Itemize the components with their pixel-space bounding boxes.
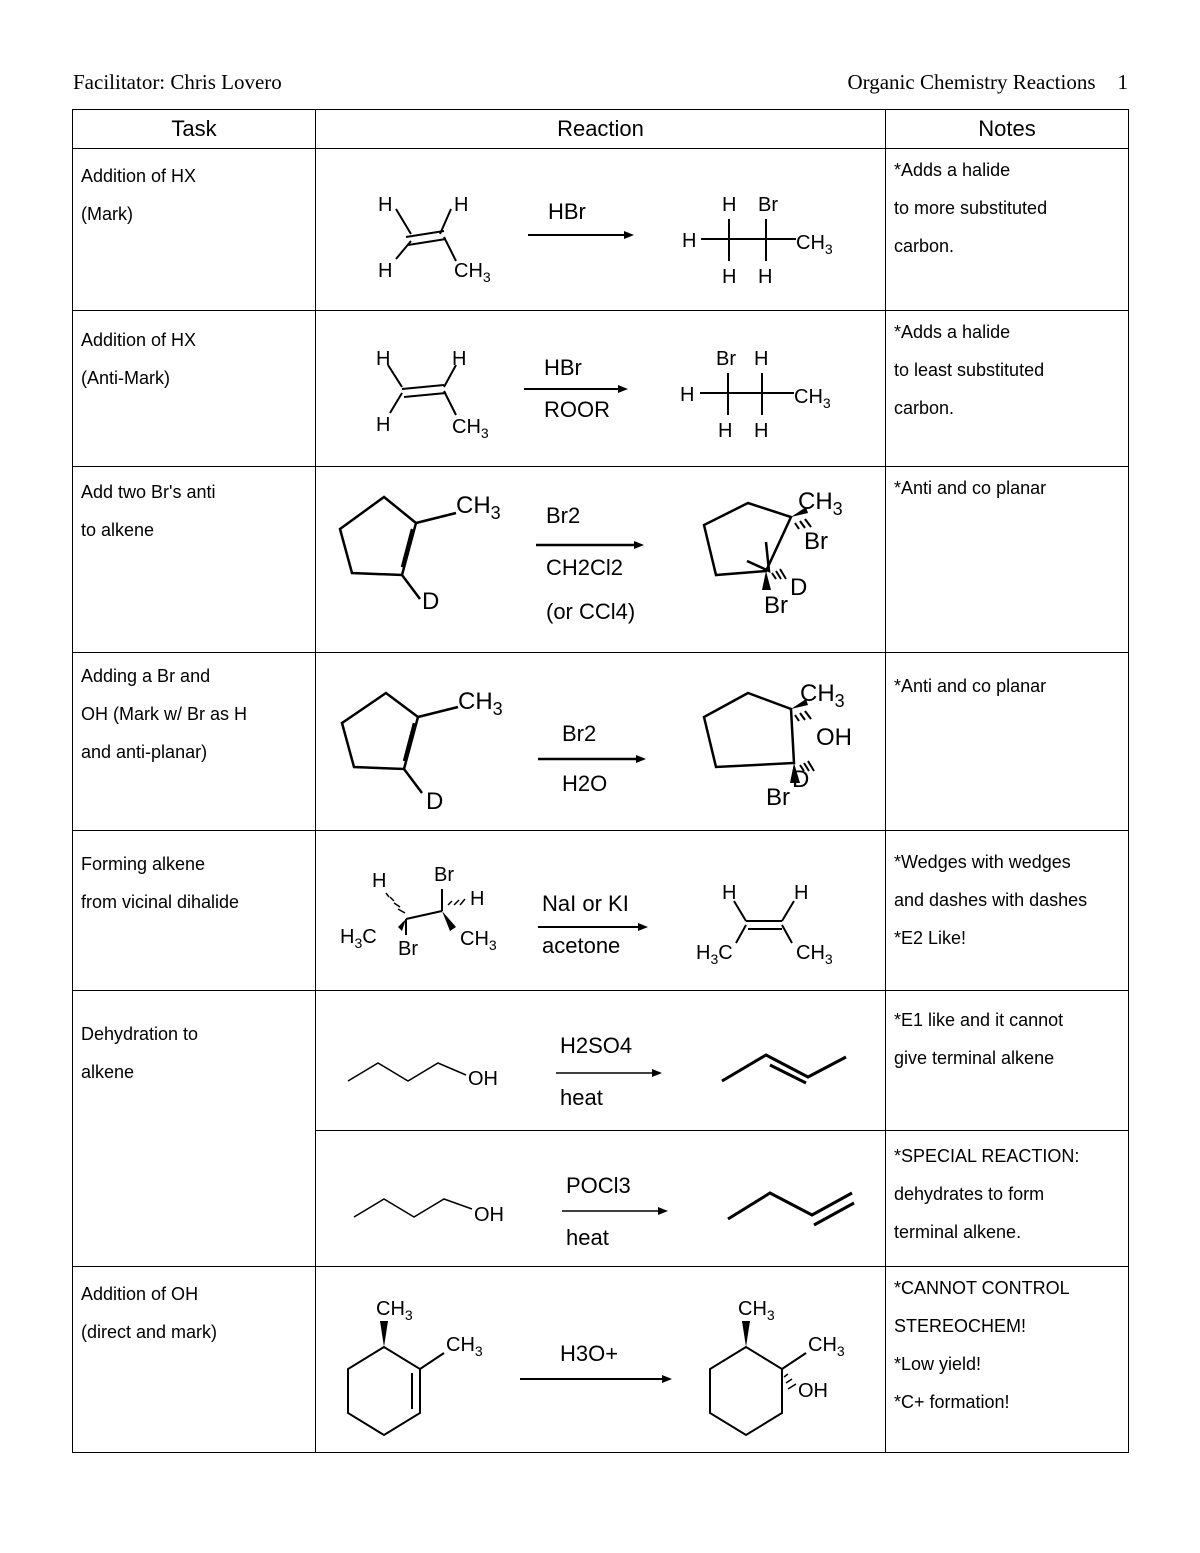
atom-h: H xyxy=(794,882,809,904)
note-line: *Adds a halide xyxy=(894,322,1011,342)
reagent-label: heat xyxy=(566,1225,609,1250)
atom-oh: OH xyxy=(474,1204,504,1226)
reaction-cell xyxy=(316,831,886,991)
task-cell xyxy=(73,311,316,467)
note-line: *C+ formation! xyxy=(894,1392,1010,1412)
note-line: *E1 like and it cannot xyxy=(894,1010,1064,1030)
notes-cell xyxy=(886,149,1129,311)
task-line: (Anti-Mark) xyxy=(81,368,170,388)
atom-h: H xyxy=(378,260,393,282)
reaction-scheme-mark-hx xyxy=(316,149,886,309)
atom-h: H xyxy=(758,266,773,288)
reagent-label: POCl3 xyxy=(566,1173,631,1198)
atom-h: H xyxy=(682,230,697,252)
atom-d: D xyxy=(790,574,808,601)
atom-ch3: $CH_3$ xyxy=(808,1334,845,1359)
reagent-label: H3O+ xyxy=(560,1341,619,1366)
reaction-cell xyxy=(316,1131,886,1267)
reagent-label: Br2 xyxy=(546,503,581,528)
task-cell xyxy=(73,991,316,1267)
atom-ch3: $CH_3$ xyxy=(376,1298,413,1323)
atom-ch3: $CH_3$ xyxy=(454,260,491,285)
column-header-task: Task xyxy=(73,110,316,149)
atom-d: D xyxy=(792,766,810,793)
reaction-cell xyxy=(316,991,886,1131)
atom-ch3: $CH_3$ xyxy=(800,680,845,711)
note-line: *Anti and co planar xyxy=(894,676,1047,696)
reagent-label: NaI or KI xyxy=(542,891,629,916)
reagent-label: H2O xyxy=(562,771,608,796)
atom-ch3: $CH_3$ xyxy=(456,492,501,523)
notes-cell xyxy=(886,831,1129,991)
note-line: terminal alkene. xyxy=(894,1222,1022,1242)
atom-h: H xyxy=(680,384,695,406)
atom-h: H xyxy=(452,348,467,370)
note-line: *Wedges with wedges xyxy=(894,852,1071,872)
atom-h: H xyxy=(722,194,737,216)
table-row xyxy=(73,991,1129,1131)
note-line: carbon. xyxy=(894,236,955,256)
reagent-label: HBr xyxy=(544,355,582,380)
reaction-cell xyxy=(316,1267,886,1453)
atom-h: H xyxy=(470,888,485,910)
table-header-row xyxy=(73,110,1129,149)
atom-ch3: $CH_3$ xyxy=(738,1298,775,1323)
atom-oh: OH xyxy=(816,724,852,751)
atom-oh: OH xyxy=(798,1380,828,1402)
atom-ch3: $CH_3$ xyxy=(796,942,833,967)
notes-cell xyxy=(886,467,1129,653)
task-line: Adding a Br and xyxy=(81,666,211,686)
atom-h: H xyxy=(722,882,737,904)
notes-cell xyxy=(886,311,1129,467)
atom-d: D xyxy=(426,788,444,815)
task-line: alkene xyxy=(81,1062,135,1082)
note-line: *CANNOT CONTROL xyxy=(894,1278,1070,1298)
atom-br: Br xyxy=(804,528,828,555)
atom-br: Br xyxy=(758,194,778,216)
task-line: Addition of HX xyxy=(81,330,197,350)
atom-h: H xyxy=(378,194,393,216)
atom-br: Br xyxy=(766,784,790,811)
atom-d: D xyxy=(422,588,440,615)
note-line: *Low yield! xyxy=(894,1354,982,1374)
task-cell xyxy=(73,1267,316,1453)
atom-br: Br xyxy=(434,864,454,886)
reagent-label: CH2Cl2 xyxy=(546,555,624,580)
task-line: Dehydration to xyxy=(81,1024,199,1044)
reaction-scheme-acid-hydration xyxy=(316,1267,886,1451)
atom-h: H xyxy=(754,348,769,370)
atom-br: Br xyxy=(764,592,788,619)
reagent-label: (or CCl4) xyxy=(546,599,636,624)
atom-ch3: $CH_3$ xyxy=(446,1334,483,1359)
note-line: give terminal alkene xyxy=(894,1048,1055,1068)
reaction-scheme-acid-dehydration xyxy=(316,991,886,1129)
note-line: and dashes with dashes xyxy=(894,890,1088,910)
note-line: dehydrates to form xyxy=(894,1184,1045,1204)
table-row xyxy=(73,467,1129,653)
page-number: 1 xyxy=(1117,70,1128,94)
atom-ch3: $CH_3$ xyxy=(458,688,503,719)
task-line: to alkene xyxy=(81,520,155,540)
task-line: Addition of HX xyxy=(81,166,197,186)
column-header-reaction: Reaction xyxy=(316,110,886,149)
task-line: Addition of OH xyxy=(81,1284,199,1304)
reaction-scheme-dehalogenation xyxy=(316,831,886,989)
reactions-table xyxy=(72,109,1129,1453)
reaction-scheme-bromohydrin xyxy=(316,653,886,829)
atom-br: Br xyxy=(398,938,418,960)
reaction-scheme-anti-dibromination xyxy=(316,467,886,651)
atom-ch3: $CH_3$ xyxy=(796,232,833,257)
notes-cell xyxy=(886,1131,1129,1267)
header-facilitator: Facilitator: Chris Lovero xyxy=(73,70,282,94)
atom-ch3: $CH_3$ xyxy=(794,386,831,411)
reagent-label: H2SO4 xyxy=(560,1033,633,1058)
reaction-scheme-pocl3-dehydration xyxy=(316,1131,886,1265)
atom-oh: OH xyxy=(468,1068,498,1090)
note-line: *SPECIAL REACTION: xyxy=(894,1146,1080,1166)
task-cell xyxy=(73,831,316,991)
reaction-cell xyxy=(316,653,886,831)
atom-h3c: $H_3C$ xyxy=(696,942,733,967)
note-line: to least substituted xyxy=(894,360,1045,380)
notes-cell xyxy=(886,991,1129,1131)
note-line: *Adds a halide xyxy=(894,160,1011,180)
task-line: Add two Br's anti xyxy=(81,482,216,502)
atom-h: H xyxy=(454,194,469,216)
table-row xyxy=(73,653,1129,831)
task-cell xyxy=(73,149,316,311)
atom-h: H xyxy=(754,420,769,442)
note-line: carbon. xyxy=(894,398,955,418)
reaction-scheme-anti-mark-hx xyxy=(316,311,886,465)
task-line: and anti-planar) xyxy=(81,742,208,762)
task-line: OH (Mark w/ Br as H xyxy=(81,704,248,724)
task-cell xyxy=(73,653,316,831)
task-line: (direct and mark) xyxy=(81,1322,218,1342)
task-line: Forming alkene xyxy=(81,854,206,874)
header-course: Organic Chemistry Reactions xyxy=(847,70,1096,94)
task-line: from vicinal dihalide xyxy=(81,892,240,912)
atom-h: H xyxy=(718,420,733,442)
table-row xyxy=(73,1267,1129,1453)
note-line: *Anti and co planar xyxy=(894,478,1047,498)
atom-h: H xyxy=(376,348,391,370)
reagent-label: ROOR xyxy=(544,397,610,422)
table-row xyxy=(73,831,1129,991)
atom-br: Br xyxy=(716,348,736,370)
reagent-label: Br2 xyxy=(562,721,597,746)
atom-ch3: $CH_3$ xyxy=(798,488,843,519)
atom-h: H xyxy=(722,266,737,288)
notes-cell xyxy=(886,653,1129,831)
reagent-label: HBr xyxy=(548,199,586,224)
atom-ch3: $CH_3$ xyxy=(452,416,489,441)
note-line: STEREOCHEM! xyxy=(894,1316,1027,1336)
header-title xyxy=(847,70,1128,95)
reagent-label: heat xyxy=(560,1085,603,1110)
task-line: (Mark) xyxy=(81,204,133,224)
note-line: *E2 Like! xyxy=(894,928,967,948)
table-row xyxy=(73,311,1129,467)
reaction-cell xyxy=(316,311,886,467)
task-cell xyxy=(73,467,316,653)
reaction-cell xyxy=(316,467,886,653)
reagent-label: acetone xyxy=(542,933,621,958)
column-header-notes: Notes xyxy=(886,110,1129,149)
atom-h: H xyxy=(372,870,387,892)
table-row xyxy=(73,149,1129,311)
notes-cell xyxy=(886,1267,1129,1453)
atom-h: H xyxy=(376,414,391,436)
atom-ch3: $CH_3$ xyxy=(460,928,497,953)
note-line: to more substituted xyxy=(894,198,1048,218)
reaction-cell xyxy=(316,149,886,311)
atom-h3c: $H_3C$ xyxy=(340,926,377,951)
